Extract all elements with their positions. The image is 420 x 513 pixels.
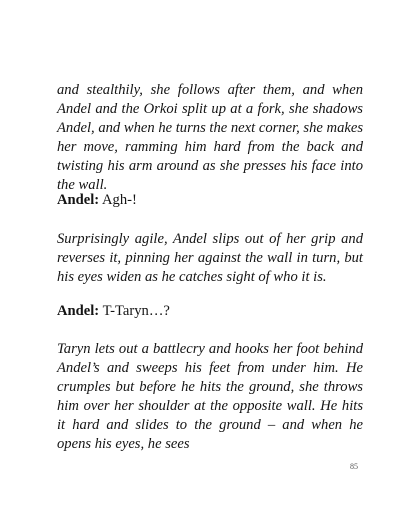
speaker-name: Andel: bbox=[57, 303, 100, 319]
speaker-name: Andel: bbox=[57, 192, 100, 208]
dialogue-line-1 bbox=[57, 191, 363, 210]
page-number: 85 bbox=[350, 462, 358, 471]
narration-paragraph-1: and stealthily, she follows after them, and when Andel and the Orkoi split up at a fork, she shadows Andel, and when he turns the next corner, she makes her move, ramming him hard from the back and twisting his arm around as she presses his face into the wall. bbox=[57, 82, 363, 193]
narration-paragraph-3: Taryn lets out a battlecry and hooks her foot behind Andel’s and sweeps his feet from under him. He crumples but before he hits the ground, she throws him over her shoulder at the opposite wall. He hits it hard and slides to the ground – and when he opens his eyes, he sees bbox=[57, 341, 363, 452]
dialogue-text: Agh-! bbox=[102, 192, 137, 208]
narration-paragraph-2: Surprisingly agile, Andel slips out of her grip and reverses it, pinning her against the wall in turn, but his eyes widen as he catches sight of who it is. bbox=[57, 231, 363, 285]
dialogue-text: T-Taryn…? bbox=[102, 303, 170, 319]
dialogue-line-2 bbox=[57, 302, 363, 321]
